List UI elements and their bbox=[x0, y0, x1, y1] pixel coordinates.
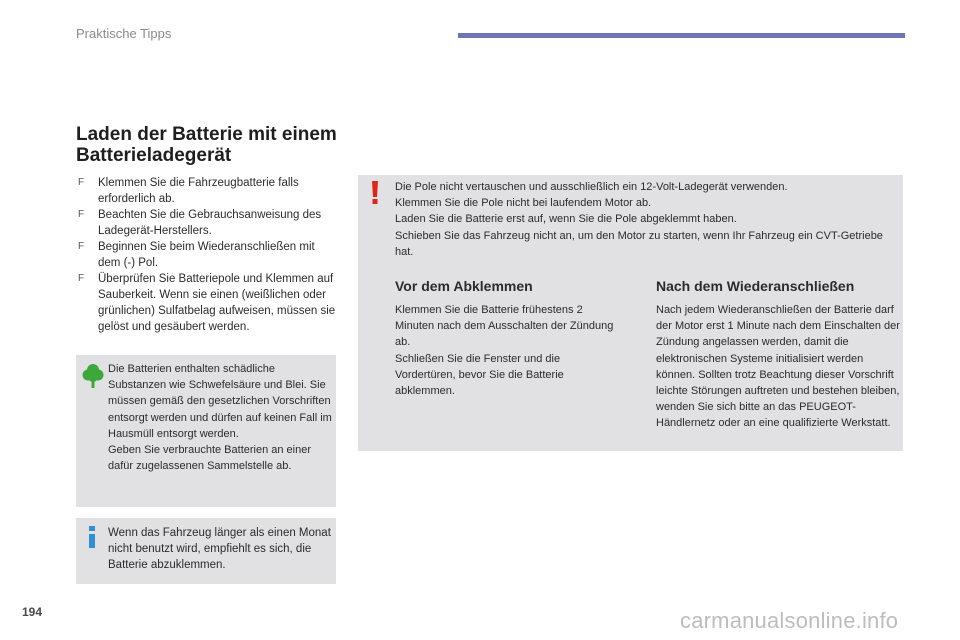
list-item-text: Klemmen Sie die Fahrzeugbatterie falls erforderlich ab. bbox=[98, 177, 299, 205]
environment-note bbox=[76, 355, 336, 507]
after-reconnect-title: Nach dem Wiederanschließen bbox=[656, 278, 855, 294]
exclamation-icon bbox=[370, 181, 380, 205]
warning-text: Die Pole nicht vertauschen und ausschließlich ein 12-Volt-Ladegerät verwenden. Klemmen Sie die Pole nicht bei laufendem Motor ab. Laden Sie die Batterie erst auf, wenn Sie die Pole abgeklemmt haben. Schieben Sie das Fahrzeug nicht an, um den Motor zu starten, wenn Ihr Fahrzeug ein CVT-Getriebe hat. bbox=[395, 181, 883, 258]
bullet-list bbox=[76, 175, 338, 335]
tree-icon bbox=[82, 363, 104, 389]
bullet-marker: F bbox=[78, 209, 85, 220]
bullet-marker: F bbox=[78, 273, 85, 284]
bullet-marker: F bbox=[78, 177, 85, 188]
section-label: Praktische Tipps bbox=[76, 26, 172, 41]
header-bar bbox=[458, 33, 905, 38]
list-item-text: Beginnen Sie beim Wiederanschließen mit dem (-) Pol. bbox=[98, 241, 315, 269]
list-item bbox=[76, 239, 338, 271]
watermark: carmanualsonline.info bbox=[680, 608, 899, 633]
list-item bbox=[76, 175, 338, 207]
warning-note bbox=[358, 175, 903, 451]
bullet-marker: F bbox=[78, 241, 85, 252]
list-item bbox=[76, 207, 338, 239]
list-item-text: Beachten Sie die Gebrauchsanweisung des Ladegerät-Herstellers. bbox=[98, 209, 322, 237]
info-icon bbox=[86, 526, 98, 548]
page-number: 194 bbox=[22, 605, 43, 619]
list-item bbox=[76, 271, 338, 335]
before-disconnect-text: Klemmen Sie die Batterie frühestens 2 Minuten nach dem Ausschalten der Zündung ab. Schließen Sie die Fenster und die Vordertüren, bevor Sie die Batterie abklemmen. bbox=[395, 304, 614, 398]
before-disconnect-title: Vor dem Abklemmen bbox=[395, 278, 533, 294]
page-title: Laden der Batterie mit einem Batterieladegerät bbox=[76, 124, 337, 166]
info-note bbox=[76, 518, 336, 584]
after-reconnect-text: Nach jedem Wiederanschließen der Batterie darf der Motor erst 1 Minute nach dem Einschalten der Zündung angelassen werden, damit die elektronischen Systeme initialisiert werden können. Sollten trotz Beachtung dieser Vorschrift leichte Störungen auftreten und bestehen bleiben, wenden Sie sich bitte an das PEUGEOT-Händlernetz oder an eine qualifizierte Werkstatt. bbox=[656, 304, 900, 430]
environment-text: Die Batterien enthalten schädliche Substanzen wie Schwefelsäure und Blei. Sie müssen gemäß den gesetzlichen Vorschriften entsorgt werden und dürfen auf keinen Fall im Hausmüll entsorgt werden. Geben Sie verbrauchte Batterien an einer dafür zugelassenen Sammelstelle ab. bbox=[108, 363, 332, 473]
list-item-text: Überprüfen Sie Batteriepole und Klemmen auf Sauberkeit. Wenn sie einen (weißlichen oder grünlichen) Sulfatbelag aufweisen, müssen sie gelöst und gesäubert werden. bbox=[98, 273, 336, 333]
info-text: Wenn das Fahrzeug länger als einen Monat nicht benutzt wird, empfiehlt es sich, die Batterie abzuklemmen. bbox=[108, 527, 331, 571]
